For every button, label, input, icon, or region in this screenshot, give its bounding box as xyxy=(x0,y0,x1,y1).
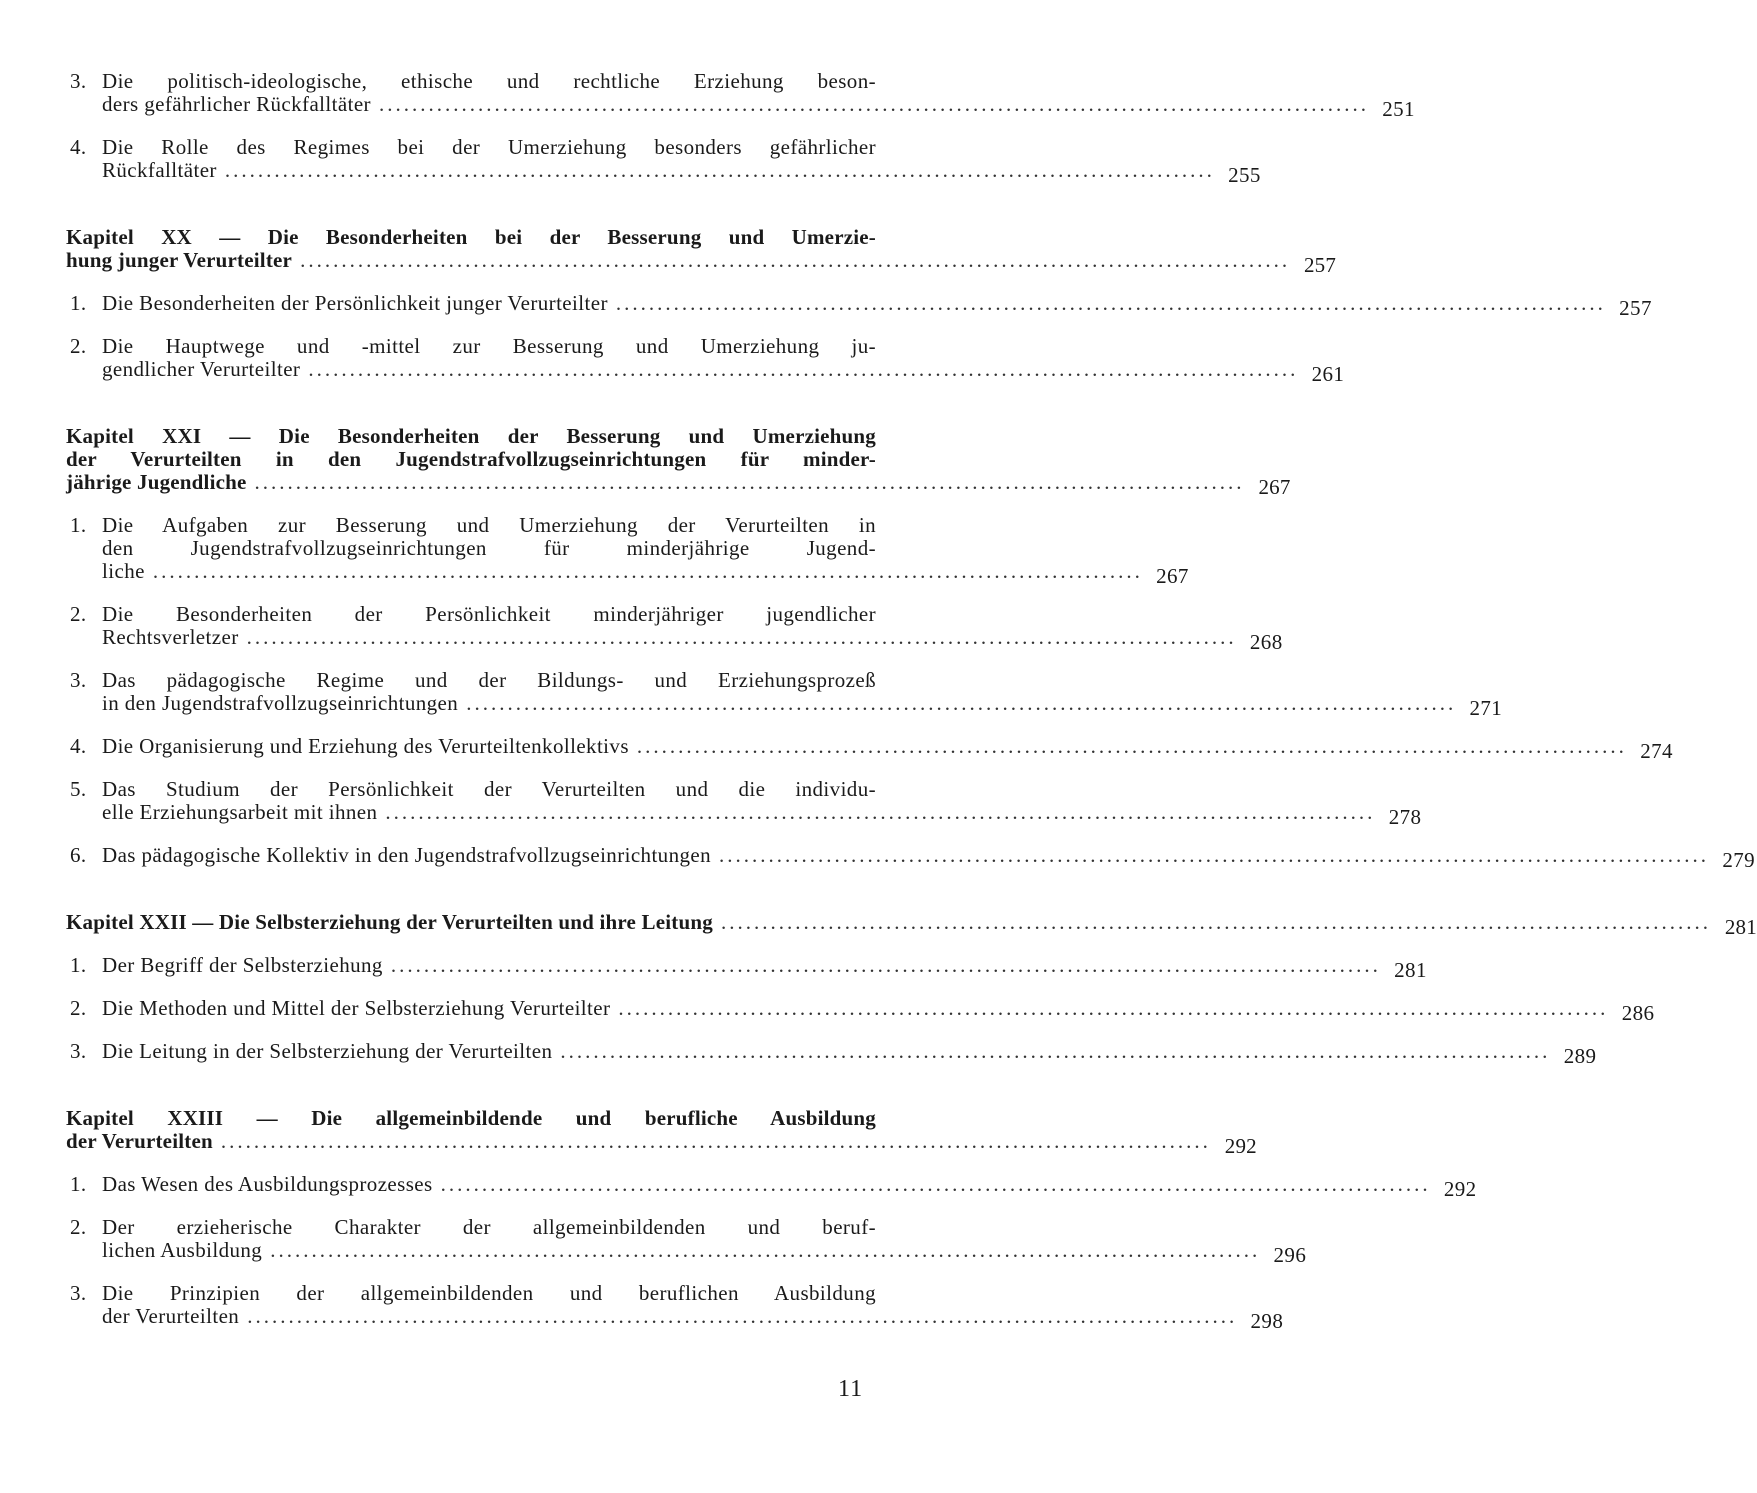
toc-entry xyxy=(66,1281,1284,1333)
entry-text-line: lichen Ausbildung xyxy=(102,1238,263,1262)
entry-text-line: Die Methoden und Mittel der Selbsterziehung Verurteilter xyxy=(102,996,611,1020)
dot-leader: ........................................................................................................................ xyxy=(224,158,1215,182)
entry-text-line: Die Hauptwege und -mittel zur Besserung und Umerziehung ju- xyxy=(102,334,876,358)
entry-text-line: ders gefährlicher Rückfalltäter xyxy=(102,92,371,116)
entry-page-number: 268 xyxy=(1249,630,1283,654)
entry-text-line: Die Organisierung und Erziehung des Verurteiltenkollektivs xyxy=(102,734,629,758)
entry-text-line: Das pädagogische Regime und der Bildungs- und Erziehungsprozeß xyxy=(102,668,876,692)
entry-text-line: Die Besonderheiten der Persönlichkeit minderjähriger jugendlicher xyxy=(102,602,876,626)
entry-number: 1. xyxy=(70,953,87,977)
entry-page-number: 289 xyxy=(1563,1044,1597,1068)
toc-entry xyxy=(66,843,1756,872)
entry-page-number: 257 xyxy=(1619,296,1652,320)
dot-leader: ........................................................................................................................ xyxy=(636,734,1627,758)
dot-leader: ........................................................................................................................ xyxy=(247,1304,1238,1328)
toc-chapter xyxy=(66,424,1291,499)
dot-leader: ........................................................................................................................ xyxy=(385,800,1376,824)
entry-text-line: den Jugendstrafvollzugseinrichtungen für minderjährige Jugend- xyxy=(102,536,876,560)
toc-entry xyxy=(66,291,1652,320)
entry-page-number: 271 xyxy=(1469,696,1503,720)
chapter-title-line: hung junger Verurteilter xyxy=(66,248,293,272)
chapter-title-line: Kapitel XX — Die Besonderheiten bei der Besserung und Umerzie- xyxy=(66,225,876,249)
dot-leader: ........................................................................................................................ xyxy=(220,1129,1211,1153)
chapter-title-line: jährige Jugendliche xyxy=(66,470,247,494)
toc-entry xyxy=(66,953,1427,982)
chapter-title-line: Kapitel XXIII — Die allgemeinbildende und berufliche Ausbildung xyxy=(66,1106,876,1130)
page-number: 11 xyxy=(838,1376,864,1402)
entry-page-number: 281 xyxy=(1394,958,1427,982)
entry-page-number: 296 xyxy=(1273,1243,1307,1267)
entry-page-number: 286 xyxy=(1621,1001,1655,1025)
entry-page-number: 261 xyxy=(1311,362,1345,386)
entry-page-number: 279 xyxy=(1722,848,1756,872)
entry-page-number: 274 xyxy=(1640,739,1673,763)
chapter-page-number: 267 xyxy=(1258,475,1291,499)
dot-leader: ........................................................................................................................ xyxy=(560,1039,1551,1063)
entry-number: 3. xyxy=(70,668,87,692)
dot-leader: ........................................................................................................................ xyxy=(719,843,1710,867)
entry-number: 2. xyxy=(70,996,87,1020)
toc-chapter xyxy=(66,225,1337,277)
entry-number: 2. xyxy=(70,602,87,626)
table-of-contents xyxy=(66,69,1757,1333)
entry-text-line: Die Rolle des Regimes bei der Umerziehung besonders gefährlicher xyxy=(102,135,876,159)
toc-entry xyxy=(66,1215,1307,1267)
entry-page-number: 267 xyxy=(1156,564,1189,588)
entry-text-line: Rückfalltäter xyxy=(102,158,217,182)
entry-text-line: Die politisch-ideologische, ethische und rechtliche Erziehung beson- xyxy=(102,69,876,93)
entry-text-line: der Verurteilten xyxy=(102,1304,240,1328)
dot-leader: ........................................................................................................................ xyxy=(300,248,1291,272)
chapter-title-line: Kapitel XXII — Die Selbsterziehung der Verurteilten und ihre Leitung xyxy=(66,910,713,934)
entry-page-number: 251 xyxy=(1382,97,1415,121)
chapter-page-number: 292 xyxy=(1224,1134,1257,1158)
toc-chapter xyxy=(66,1106,1257,1158)
dot-leader: ........................................................................................................................ xyxy=(254,470,1245,494)
entry-page-number: 255 xyxy=(1228,163,1261,187)
entry-text-line: Die Besonderheiten der Persönlichkeit junger Verurteilter xyxy=(102,291,608,315)
entry-text-line: Das pädagogische Kollektiv in den Jugendstrafvollzugseinrichtungen xyxy=(102,843,712,867)
toc-chapter xyxy=(66,910,1757,939)
dot-leader: ........................................................................................................................ xyxy=(270,1238,1261,1262)
entry-text-line: Die Leitung in der Selbsterziehung der Verurteilten xyxy=(102,1039,553,1063)
dot-leader: ........................................................................................................................ xyxy=(390,953,1381,977)
entry-text-line: Der Begriff der Selbsterziehung xyxy=(102,953,383,977)
toc-entry xyxy=(66,135,1261,187)
entry-number: 4. xyxy=(70,135,87,159)
entry-page-number: 298 xyxy=(1250,1309,1284,1333)
entry-number: 3. xyxy=(70,1281,87,1305)
entry-text-line: elle Erziehungsarbeit mit ihnen xyxy=(102,800,378,824)
toc-entry xyxy=(66,777,1422,829)
entry-text-line: liche xyxy=(102,559,145,583)
entry-number: 1. xyxy=(70,291,87,315)
entry-page-number: 292 xyxy=(1443,1177,1477,1201)
entry-text-line: Die Aufgaben zur Besserung und Umerziehung der Verurteilten in xyxy=(102,513,876,537)
dot-leader: ........................................................................................................................ xyxy=(378,92,1369,116)
entry-text-line: Das Studium der Persönlichkeit der Verurteilten und die individu- xyxy=(102,777,876,801)
dot-leader: ........................................................................................................................ xyxy=(308,357,1299,381)
entry-text-line: Das Wesen des Ausbildungsprozesses xyxy=(102,1172,433,1196)
entry-number: 1. xyxy=(70,513,87,537)
entry-text-line: gendlicher Verurteilter xyxy=(102,357,301,381)
dot-leader: ........................................................................................................................ xyxy=(152,559,1143,583)
chapter-page-number: 281 xyxy=(1724,915,1757,939)
chapter-title-line: der Verurteilten in den Jugendstrafvollzugseinrichtungen für minder- xyxy=(66,447,876,471)
entry-number: 3. xyxy=(70,69,87,93)
dot-leader: ........................................................................................................................ xyxy=(466,691,1457,715)
entry-number: 4. xyxy=(70,734,87,758)
entry-number: 2. xyxy=(70,1215,87,1239)
toc-entry xyxy=(66,1172,1477,1201)
entry-text-line: Die Prinzipien der allgemeinbildenden und beruflichen Ausbildung xyxy=(102,1281,876,1305)
toc-entry xyxy=(66,668,1503,720)
dot-leader: ........................................................................................................................ xyxy=(615,291,1606,315)
toc-entry xyxy=(66,69,1415,121)
dot-leader: ........................................................................................................................ xyxy=(720,910,1711,934)
chapter-title-line: Kapitel XXI — Die Besonderheiten der Besserung und Umerziehung xyxy=(66,424,876,448)
dot-leader: ........................................................................................................................ xyxy=(440,1172,1431,1196)
entry-number: 1. xyxy=(70,1172,87,1196)
chapter-title-line: der Verurteilten xyxy=(66,1129,213,1153)
toc-entry xyxy=(66,734,1673,763)
toc-entry xyxy=(66,996,1655,1025)
entry-number: 3. xyxy=(70,1039,87,1063)
toc-entry xyxy=(66,513,1189,588)
entry-number: 2. xyxy=(70,334,87,358)
dot-leader: ........................................................................................................................ xyxy=(618,996,1609,1020)
entry-text-line: Der erzieherische Charakter der allgemeinbildenden und beruf- xyxy=(102,1215,876,1239)
entry-text-line: in den Jugendstrafvollzugseinrichtungen xyxy=(102,691,459,715)
toc-entry xyxy=(66,334,1345,386)
toc-entry xyxy=(66,602,1283,654)
entry-number: 6. xyxy=(70,843,87,867)
entry-number: 5. xyxy=(70,777,87,801)
entry-page-number: 278 xyxy=(1388,805,1422,829)
dot-leader: ........................................................................................................................ xyxy=(246,625,1237,649)
entry-text-line: Rechtsverletzer xyxy=(102,625,239,649)
chapter-page-number: 257 xyxy=(1303,253,1337,277)
toc-entry xyxy=(66,1039,1597,1068)
